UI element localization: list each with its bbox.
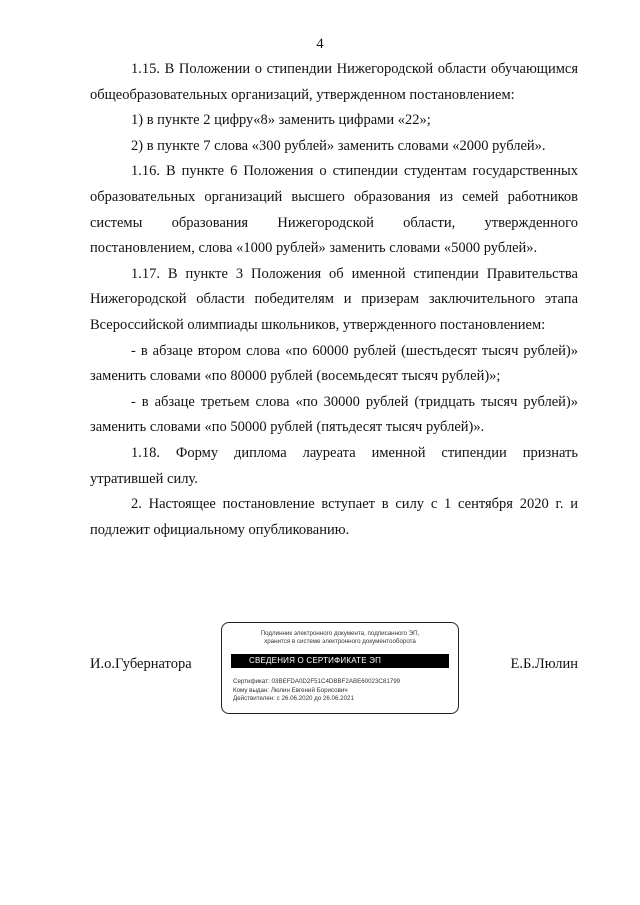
signatory-title: И.о.Губернатора bbox=[90, 656, 192, 672]
paragraph-1-17-dash-2: - в абзаце третьем слова «по 30000 рублей (тридцать тысяч рублей)» заменить словами «по 50000 рублей (пятьдесят тысяч рублей)». bbox=[90, 393, 578, 436]
stamp-certificate-number: Сертификат: 03BEFDA0D2F51C4DBBF2ABE60023C81799 bbox=[233, 678, 401, 685]
stamp-header-line-1: Подлинник электронного документа, подписанного ЭП, bbox=[260, 630, 420, 637]
paragraph-1-15: 1.15. В Положении о стипендии Нижегородской области обучающимся общеобразовательных организаций, утвержденном постановлением: bbox=[90, 61, 578, 103]
paragraph-1-15-item-2: 2) в пункте 7 слова «300 рублей» заменить словами «2000 рублей». bbox=[131, 137, 546, 154]
stamp-certificate-title: СВЕДЕНИЯ О СЕРТИФИКАТЕ ЭП bbox=[231, 654, 449, 668]
stamp-validity: Действителен: с 26.06.2020 до 26.06.2021 bbox=[233, 695, 354, 702]
page-number: 4 bbox=[316, 36, 324, 52]
paragraph-2: 2. Настоящее постановление вступает в силу с 1 сентября 2020 г. и подлежит официальному опубликованию. bbox=[90, 496, 578, 538]
stamp-issued-to: Кому выдан: Люлин Евгений Борисович bbox=[233, 686, 348, 694]
paragraph-1-18: 1.18. Форму диплома лауреата именной стипендии признать утратившей силу. bbox=[90, 444, 578, 487]
paragraph-1-17-dash-1: - в абзаце втором слова «по 60000 рублей (шестьдесят тысяч рублей)» заменить словами «по 80000 рублей (восемьдесят тысяч рублей)»; bbox=[90, 342, 578, 385]
signature-block bbox=[90, 620, 578, 716]
paragraph-1-17: 1.17. В пункте 3 Положения об именной стипендии Правительства Нижегородской области победителям и призерам заключительного этапа Всероссийской олимпиады школьников, утвержденного постановлением: bbox=[90, 265, 578, 333]
document-body bbox=[90, 57, 578, 543]
stamp-header bbox=[222, 630, 458, 646]
paragraph-1-15-item-1: 1) в пункте 2 цифру«8» заменить цифрами «22»; bbox=[131, 112, 431, 129]
stamp-certificate-details bbox=[233, 678, 400, 704]
stamp-header-line-2: хранится в системе электронного документооборота bbox=[264, 638, 416, 645]
signatory-name: Е.Б.Люлин bbox=[510, 656, 578, 672]
electronic-signature-stamp bbox=[221, 622, 459, 714]
paragraph-1-16: 1.16. В пункте 6 Положения о стипендии студентам государственных образовательных организаций высшего образования из семей работников системы образования Нижегородской области, утвержденного постановлением, слова «1000 рублей» заменить словами «5000 рублей». bbox=[90, 163, 578, 257]
